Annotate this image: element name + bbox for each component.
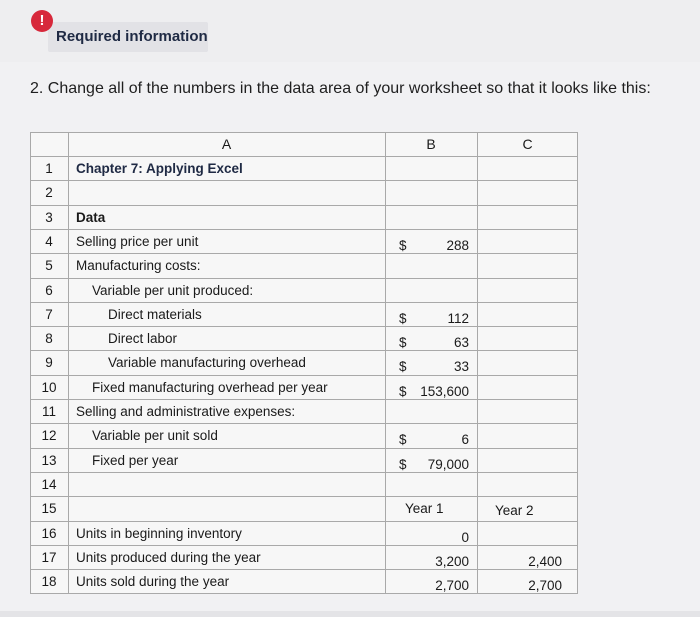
cell-a12[interactable]: Variable per unit sold — [92, 428, 218, 443]
grid-line — [30, 423, 578, 424]
cell-b4[interactable]: 288 — [446, 238, 469, 253]
grid-line — [30, 375, 578, 376]
cell-a1[interactable]: Chapter 7: Applying Excel — [76, 161, 243, 176]
row-number[interactable]: 6 — [45, 283, 53, 298]
cell-c15-label[interactable]: Year 2 — [495, 503, 534, 518]
currency-symbol: $ — [399, 359, 407, 374]
cell-a7[interactable]: Direct materials — [108, 307, 202, 322]
cell-a3[interactable]: Data — [76, 210, 106, 225]
cell-a4[interactable]: Selling price per unit — [76, 234, 199, 249]
row-number[interactable]: 16 — [41, 526, 57, 541]
row-number[interactable]: 1 — [45, 161, 53, 176]
row-number[interactable]: 5 — [45, 258, 53, 273]
cell-a16[interactable]: Units in beginning inventory — [76, 526, 242, 541]
cell-b8[interactable]: 63 — [453, 335, 469, 350]
grid-line — [30, 229, 578, 230]
required-info-title[interactable]: Required information — [56, 28, 208, 45]
cell-b7[interactable]: 112 — [447, 311, 469, 326]
worksheet — [30, 132, 578, 594]
cell-a13[interactable]: Fixed per year — [92, 453, 179, 468]
column-header-b[interactable]: B — [426, 136, 436, 152]
currency-symbol: $ — [399, 384, 407, 399]
row-number[interactable]: 18 — [41, 574, 57, 589]
cell-a17[interactable]: Units produced during the year — [76, 550, 261, 565]
row-number[interactable]: 17 — [41, 550, 57, 565]
grid-line — [30, 545, 578, 546]
row-number[interactable]: 9 — [45, 355, 53, 370]
grid-line — [477, 132, 478, 594]
row-number[interactable]: 8 — [45, 331, 53, 346]
grid-line — [30, 496, 578, 497]
currency-symbol: $ — [399, 432, 407, 447]
cell-a6[interactable]: Variable per unit produced: — [92, 283, 254, 298]
grid-line — [30, 569, 578, 570]
cell-b17[interactable]: 3,200 — [435, 554, 469, 569]
instruction-text: 2. Change all of the numbers in the data area of your worksheet so that it looks like this: — [30, 80, 651, 97]
cell-b12[interactable]: 6 — [461, 432, 469, 447]
grid-line — [68, 132, 69, 594]
grid-line — [30, 593, 578, 594]
grid-line — [577, 132, 578, 594]
cell-b18[interactable]: 2,700 — [435, 578, 469, 593]
cell-b16[interactable]: 0 — [461, 530, 469, 545]
column-header-a[interactable]: A — [221, 136, 232, 152]
row-number[interactable]: 12 — [41, 428, 57, 443]
cell-a8[interactable]: Direct labor — [108, 331, 178, 346]
grid-line — [30, 180, 578, 181]
currency-symbol: $ — [399, 238, 407, 253]
grid-line — [30, 350, 578, 351]
grid-line — [30, 448, 578, 449]
cell-a5[interactable]: Manufacturing costs: — [76, 258, 201, 273]
row-number[interactable]: 13 — [41, 453, 57, 468]
row-number[interactable]: 15 — [41, 501, 57, 516]
cell-c18[interactable]: 2,700 — [528, 578, 562, 593]
grid-line — [30, 399, 578, 400]
row-number[interactable]: 3 — [45, 210, 53, 225]
grid-line — [30, 253, 578, 254]
cell-b10[interactable]: 153,600 — [420, 384, 469, 399]
currency-symbol: $ — [399, 311, 407, 326]
row-number[interactable]: 2 — [45, 185, 53, 200]
grid-line — [30, 326, 578, 327]
grid-line — [30, 302, 578, 303]
alert-icon: ! — [31, 10, 53, 32]
row-number[interactable]: 11 — [41, 404, 56, 419]
column-header-c[interactable]: C — [522, 136, 533, 152]
row-number[interactable]: 14 — [41, 477, 57, 492]
grid-line — [30, 132, 578, 133]
bottom-divider — [0, 611, 700, 617]
grid-line — [30, 521, 578, 522]
cell-b9[interactable]: 33 — [453, 359, 469, 374]
cell-a10[interactable]: Fixed manufacturing overhead per year — [92, 380, 328, 395]
cell-b15-label[interactable]: Year 1 — [405, 501, 444, 516]
currency-symbol: $ — [399, 457, 407, 472]
row-number[interactable]: 4 — [45, 234, 53, 249]
row-number[interactable]: 10 — [41, 380, 57, 395]
cell-c17[interactable]: 2,400 — [528, 554, 562, 569]
row-number[interactable]: 7 — [45, 307, 53, 322]
grid-line — [30, 472, 578, 473]
grid-line — [30, 205, 578, 206]
cell-a11[interactable]: Selling and administrative expenses: — [76, 404, 296, 419]
cell-a9[interactable]: Variable manufacturing overhead — [108, 355, 306, 370]
cell-b13[interactable]: 79,000 — [427, 457, 469, 472]
currency-symbol: $ — [399, 335, 407, 350]
cell-a18[interactable]: Units sold during the year — [76, 574, 230, 589]
grid-line — [30, 278, 578, 279]
grid-line — [30, 156, 578, 157]
